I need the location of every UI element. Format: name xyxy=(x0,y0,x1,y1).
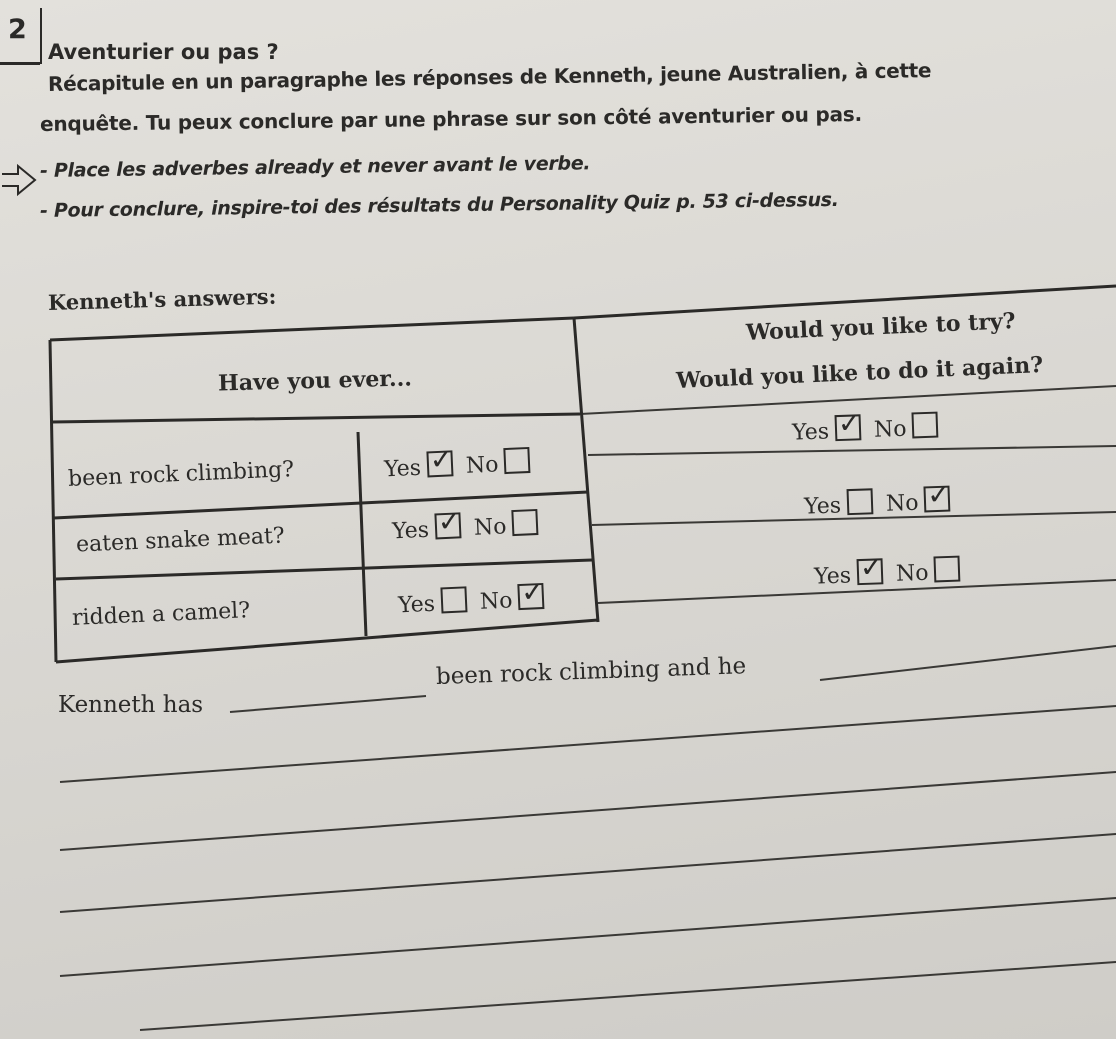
like-answer-row-2 xyxy=(804,485,957,519)
answer-line xyxy=(60,898,1116,976)
col-header-have-you-ever: Have you ever... xyxy=(217,365,413,397)
like-yes-checkbox-row-2[interactable] xyxy=(846,488,873,515)
ever-yes-checkbox-row-2[interactable] xyxy=(434,512,461,539)
yes-label: Yes xyxy=(383,455,422,483)
answer-start-text: Kenneth has xyxy=(58,692,204,718)
table-line xyxy=(358,432,366,636)
yes-label: Yes xyxy=(397,591,436,619)
exercise-number: 2 xyxy=(8,14,27,45)
answer-line xyxy=(140,962,1116,1030)
table-line xyxy=(50,340,56,662)
ever-no-checkbox-row-2[interactable] xyxy=(512,509,539,536)
yes-label: Yes xyxy=(813,563,852,590)
answer-line xyxy=(820,646,1116,680)
question-row-1: been rock climbing? xyxy=(67,457,295,492)
no-label: No xyxy=(873,416,907,443)
like-answer-row-3 xyxy=(814,555,967,589)
tip-adverbs: - Place les adverbes already et never avant le verbe. xyxy=(39,152,591,182)
like-no-checkbox-row-1[interactable] xyxy=(912,412,939,439)
exercise-title: Aventurier ou pas ? xyxy=(48,40,279,64)
table-line xyxy=(588,446,1116,455)
question-row-2: eaten snake meat? xyxy=(75,523,286,558)
yes-label: Yes xyxy=(391,517,430,545)
answer-line xyxy=(60,706,1116,782)
ever-no-checkbox-row-1[interactable] xyxy=(504,447,531,474)
table-line xyxy=(574,318,598,622)
table-line xyxy=(52,414,580,422)
ever-yes-checkbox-row-3[interactable] xyxy=(440,586,467,613)
table-line xyxy=(50,318,574,340)
like-answer-row-1 xyxy=(792,411,945,445)
question-row-3: ridden a camel? xyxy=(71,598,251,631)
instruction-line-1: Récapitule en un paragraphe les réponses de Kenneth, jeune Australien, à cette xyxy=(47,58,932,96)
no-label: No xyxy=(895,560,929,587)
no-label: No xyxy=(885,490,919,517)
table-line xyxy=(56,560,592,579)
tip-conclusion: - Pour conclure, inspire-toi des résultats du Personality Quiz p. 53 ci-dessus. xyxy=(39,188,839,222)
instruction-line-2: enquête. Tu peux conclure par une phrase sur son côté aventurier ou pas. xyxy=(39,101,863,136)
answer-line xyxy=(230,696,426,712)
no-label: No xyxy=(473,514,508,541)
col-header-would-like-try: Would you like to try? xyxy=(745,308,1017,346)
yes-label: Yes xyxy=(803,493,842,520)
answer-middle-text: been rock climbing and he xyxy=(435,653,747,690)
no-label: No xyxy=(465,452,500,479)
col-header-would-like-again: Would you like to do it again? xyxy=(675,352,1044,394)
no-label: No xyxy=(479,588,514,615)
yes-label: Yes xyxy=(791,419,830,446)
like-yes-checkbox-row-3[interactable] xyxy=(856,558,883,585)
like-no-checkbox-row-3[interactable] xyxy=(934,556,961,583)
like-yes-checkbox-row-1[interactable] xyxy=(834,414,861,441)
answer-line xyxy=(60,772,1116,850)
ever-yes-checkbox-row-1[interactable] xyxy=(426,450,453,477)
table-heading: Kenneth's answers: xyxy=(47,283,277,315)
table-line xyxy=(574,286,1116,318)
like-no-checkbox-row-2[interactable] xyxy=(924,486,951,513)
answer-line xyxy=(60,834,1116,912)
ever-no-checkbox-row-3[interactable] xyxy=(518,583,545,610)
